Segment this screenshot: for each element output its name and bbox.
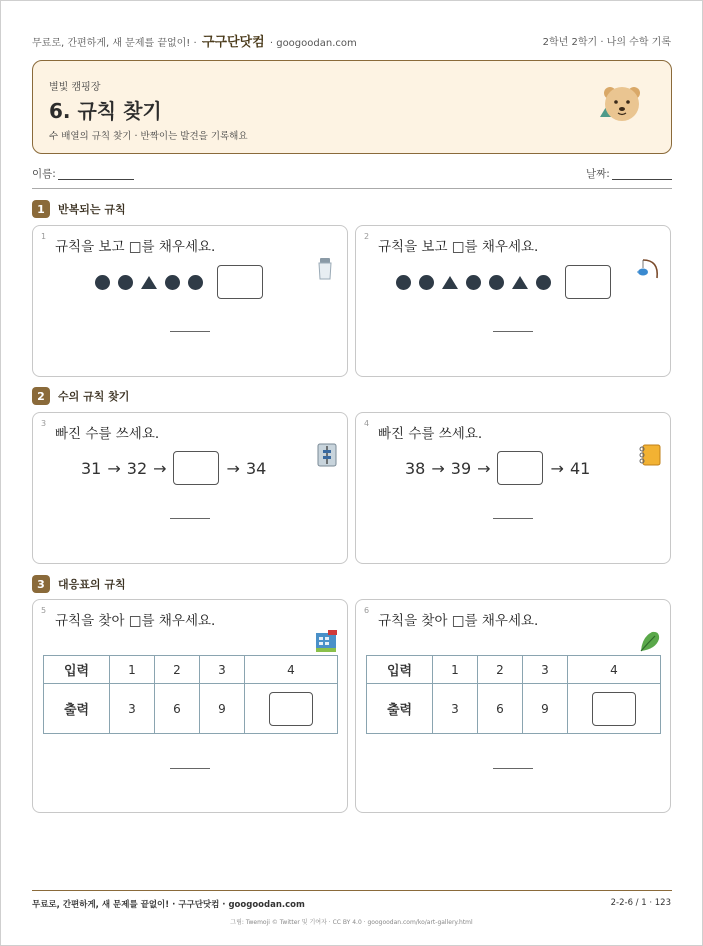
problem-prompt: 규칙을 찾아 □를 채우세요. <box>55 613 216 629</box>
problem-card <box>32 412 348 564</box>
problem-card <box>32 599 348 813</box>
number-sequence <box>405 451 596 485</box>
problem-card <box>355 225 671 377</box>
input-cell: 2 <box>478 656 523 684</box>
problem-number: 4 <box>364 419 370 428</box>
section-title: 수의 규칙 찾기 <box>58 390 130 403</box>
sequence-number: 39 <box>450 458 472 478</box>
date-field[interactable] <box>612 179 672 180</box>
answer-box[interactable] <box>497 451 543 485</box>
problem-card <box>32 225 348 377</box>
io-table <box>43 655 338 734</box>
top-header <box>32 30 671 50</box>
input-cell: 1 <box>433 656 478 684</box>
problem-prompt: 빠진 수를 쓰세요. <box>378 426 483 442</box>
circle-shape <box>466 275 481 290</box>
triangle-shape <box>512 276 528 289</box>
circle-shape <box>165 275 180 290</box>
io-table <box>366 655 661 734</box>
hotel-icon <box>314 629 338 653</box>
input-header: 입력 <box>367 656 433 684</box>
footer <box>32 898 671 910</box>
arrow: → <box>431 458 445 478</box>
sequence-number: 31 <box>81 458 102 478</box>
circle-shape <box>489 275 504 290</box>
arrow: → <box>226 458 240 478</box>
sequence-number: 38 <box>405 458 426 478</box>
banner-subtitle: 별빛 캠핑장 <box>49 82 101 93</box>
circle-shape <box>188 275 203 290</box>
abacus-icon <box>317 443 337 467</box>
answer-box[interactable] <box>173 451 219 485</box>
name-label: 이름: <box>32 168 56 180</box>
input-cell: 3 <box>523 656 568 684</box>
footer-divider <box>32 890 672 891</box>
answer-line[interactable] <box>493 768 533 769</box>
circle-shape <box>118 275 133 290</box>
arrow: → <box>107 458 121 478</box>
date-label: 날짜: <box>586 168 610 180</box>
shape-pattern <box>95 265 263 299</box>
sequence-number: 34 <box>245 458 267 478</box>
problem-number: 6 <box>364 606 370 615</box>
number-sequence <box>81 451 272 485</box>
answer-line[interactable] <box>170 518 210 519</box>
answer-box[interactable] <box>217 265 263 299</box>
leafy-green-icon <box>638 629 662 653</box>
input-header: 입력 <box>44 656 110 684</box>
footer-left: 무료로, 간편하게, 새 문제를 끝없이! · 구구단닷컴 · googoodan.com <box>32 900 305 910</box>
answer-box[interactable] <box>565 265 611 299</box>
circle-shape <box>419 275 434 290</box>
name-date-row <box>32 166 671 182</box>
divider <box>32 188 672 189</box>
title-banner <box>32 60 672 154</box>
header-tagline: 무료로, 간편하게, 새 문제를 끝없이! · <box>32 37 197 49</box>
input-cell: 1 <box>110 656 155 684</box>
fishing-pole-icon <box>637 258 661 280</box>
header-brand[interactable]: 구구단닷컴 <box>201 34 265 50</box>
problem-card <box>355 412 671 564</box>
header-left <box>32 31 357 50</box>
input-cell: 3 <box>200 656 245 684</box>
output-cell <box>245 684 338 734</box>
problem-prompt: 규칙을 보고 □를 채우세요. <box>378 239 539 255</box>
answer-line[interactable] <box>493 331 533 332</box>
arrow: → <box>550 458 564 478</box>
header-site[interactable]: · googoodan.com <box>269 37 357 49</box>
section-title: 반복되는 규칙 <box>58 203 126 216</box>
circle-shape <box>396 275 411 290</box>
output-cell: 3 <box>433 684 478 734</box>
output-cell: 9 <box>200 684 245 734</box>
salt-shaker-icon <box>316 256 334 280</box>
output-cell: 6 <box>155 684 200 734</box>
problem-number: 3 <box>41 419 47 428</box>
answer-line[interactable] <box>170 331 210 332</box>
page-code: 2-2-6 / 1 · 123 <box>610 898 671 908</box>
name-field[interactable] <box>58 179 134 180</box>
section-number: 2 <box>32 387 50 405</box>
sequence-number: 41 <box>569 458 591 478</box>
problem-card <box>355 599 671 813</box>
problem-number: 5 <box>41 606 47 615</box>
problem-number: 2 <box>364 232 370 241</box>
problem-prompt: 빠진 수를 쓰세요. <box>55 426 160 442</box>
bear-face-icon <box>598 83 646 127</box>
triangle-shape <box>141 276 157 289</box>
grade-label: 2학년 2학기 · 나의 수학 기록 <box>542 36 671 48</box>
circle-shape <box>95 275 110 290</box>
output-cell: 3 <box>110 684 155 734</box>
answer-box[interactable] <box>269 692 313 726</box>
sequence-number: 32 <box>126 458 148 478</box>
output-header: 출력 <box>367 684 433 734</box>
section-heading <box>32 387 129 405</box>
problem-number: 1 <box>41 232 47 241</box>
section-heading <box>32 575 126 593</box>
arrow: → <box>153 458 167 478</box>
problem-prompt: 규칙을 찾아 □를 채우세요. <box>378 613 539 629</box>
section-number: 3 <box>32 575 50 593</box>
answer-box[interactable] <box>592 692 636 726</box>
input-cell: 4 <box>568 656 661 684</box>
notebook-icon <box>638 443 662 467</box>
problem-prompt: 규칙을 보고 □를 채우세요. <box>55 239 216 255</box>
input-cell: 4 <box>245 656 338 684</box>
answer-line[interactable] <box>493 518 533 519</box>
image-credit: 그림: Twemoji © Twitter 및 기여자 · CC BY 4.0 · googoodan.com/ko/art-gallery.html <box>230 919 473 926</box>
output-cell: 9 <box>523 684 568 734</box>
banner-description: 수 배열의 규칙 찾기 · 반짝이는 발견을 기록해요 <box>49 131 248 142</box>
page-title: 6. 규칙 찾기 <box>49 99 162 123</box>
circle-shape <box>536 275 551 290</box>
output-cell <box>568 684 661 734</box>
output-header: 출력 <box>44 684 110 734</box>
section-number: 1 <box>32 200 50 218</box>
answer-line[interactable] <box>170 768 210 769</box>
arrow: → <box>477 458 491 478</box>
input-cell: 2 <box>155 656 200 684</box>
triangle-shape <box>442 276 458 289</box>
output-cell: 6 <box>478 684 523 734</box>
section-heading <box>32 200 126 218</box>
shape-pattern <box>396 265 611 299</box>
section-title: 대응표의 규칙 <box>58 578 126 591</box>
